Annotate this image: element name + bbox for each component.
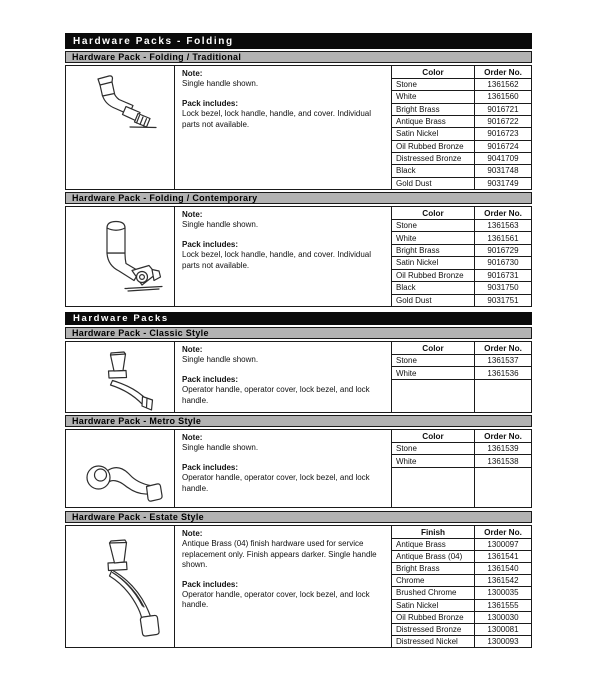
order-number: 1361555 [487, 600, 519, 610]
note-label: Note: [182, 210, 203, 219]
finish-name: White [392, 232, 475, 243]
order-column-header: Order No. [484, 208, 522, 218]
section-estate-style [65, 525, 532, 648]
note-cell [175, 430, 391, 507]
spec-row [392, 443, 531, 455]
order-number: 9031749 [487, 178, 519, 188]
finish-name: Oil Rubbed Bronze [392, 612, 475, 623]
spec-table-body [392, 539, 531, 647]
order-number: 1361562 [487, 80, 519, 90]
section-metro-style [65, 429, 532, 508]
note-label: Note: [182, 345, 203, 354]
section-title: Hardware Pack - Metro Style [72, 416, 202, 426]
order-number: 1361541 [487, 552, 519, 562]
note-cell [175, 66, 391, 189]
note-label: Note: [182, 69, 203, 78]
order-number: 9031748 [487, 166, 519, 176]
spec-row [392, 178, 531, 189]
product-image-cell [66, 66, 175, 189]
order-number: 1361539 [487, 444, 519, 454]
contemporary-folding-handle-icon [66, 207, 175, 306]
note-label: Note: [182, 529, 203, 538]
spec-row [392, 563, 531, 575]
pack-includes-label: Pack includes: [182, 374, 239, 384]
finish-name: Bright Brass [392, 563, 475, 574]
section-header-folding-contemporary [65, 192, 532, 204]
order-number: 1300035 [487, 588, 519, 598]
pack-includes-text: Operator handle, operator cover, lock bezel, and lock handle. [182, 473, 370, 493]
order-number: 1361537 [487, 356, 519, 366]
traditional-folding-handle-icon [66, 66, 175, 189]
order-number: 9016731 [487, 270, 519, 280]
note-cell [175, 342, 391, 412]
pack-includes-label: Pack includes: [182, 579, 239, 589]
finish-name: Distressed Bronze [392, 624, 475, 635]
pack-includes-label: Pack includes: [182, 239, 239, 249]
spec-table-filler [392, 380, 531, 412]
spec-row [392, 624, 531, 636]
spec-table [391, 430, 531, 507]
finish-name: Chrome [392, 575, 475, 586]
finish-name: Satin Nickel [392, 600, 475, 611]
order-number: 9016724 [487, 141, 519, 151]
finish-name: Black [392, 165, 475, 176]
spec-row [392, 270, 531, 282]
finish-name: Stone [392, 355, 475, 366]
section-title: Hardware Pack - Folding / Contemporary [72, 193, 258, 203]
spec-table-header [392, 342, 531, 355]
spec-table [391, 526, 531, 647]
spec-row [392, 104, 531, 116]
spec-row [392, 79, 531, 91]
section-header-classic [65, 327, 532, 339]
finish-name: Antique Brass (04) [392, 551, 475, 562]
spec-table-header [392, 66, 531, 79]
color-column-header: Color [392, 430, 475, 442]
spec-row [392, 220, 531, 232]
spec-table [391, 66, 531, 189]
finish-name: White [392, 455, 475, 466]
spec-table-header [392, 207, 531, 220]
spec-table-body [392, 443, 531, 468]
order-number: 1300081 [487, 624, 519, 634]
order-number: 1361563 [487, 221, 519, 231]
spec-row [392, 232, 531, 244]
group-header-hardware-packs [65, 312, 532, 325]
pack-includes-text: Operator handle, operator cover, lock bezel, and lock handle. [182, 589, 370, 610]
color-column-header: Color [392, 207, 475, 219]
order-number: 1361540 [487, 564, 519, 574]
spec-row [392, 153, 531, 165]
group-header-label: Hardware Packs [73, 313, 169, 324]
spec-table [391, 207, 531, 306]
finish-name: Distressed Nickel [392, 636, 475, 647]
order-number: 9016729 [487, 246, 519, 256]
finish-name: Satin Nickel [392, 257, 475, 268]
spec-table-header [392, 526, 531, 539]
spec-row [392, 141, 531, 153]
section-header-metro [65, 415, 532, 427]
spec-table-header [392, 430, 531, 443]
pack-includes-text: Lock bezel, lock handle, handle, and cover. Individual parts not available. [182, 109, 372, 129]
order-number: 9041709 [487, 154, 519, 164]
spec-table-filler [392, 468, 531, 507]
estate-handle-icon [66, 526, 175, 647]
order-column-header: Order No. [484, 343, 522, 353]
spec-row [392, 636, 531, 647]
spec-row [392, 128, 531, 140]
finish-name: Black [392, 282, 475, 293]
spec-row [392, 257, 531, 269]
order-number: 9031751 [487, 295, 519, 305]
note-text: Single handle shown. [182, 443, 259, 453]
product-image-cell [66, 430, 175, 507]
finish-column-header: Finish [392, 526, 475, 538]
group-header-label: Hardware Packs - Folding [73, 35, 234, 47]
order-column-header: Order No. [484, 431, 522, 441]
order-number: 1361542 [487, 576, 519, 586]
order-number: 1361538 [487, 456, 519, 466]
finish-name: Stone [392, 443, 475, 454]
note-text: Single handle shown. [182, 220, 259, 230]
spec-table-body [392, 355, 531, 380]
note-label: Note: [182, 433, 203, 442]
section-title: Hardware Pack - Estate Style [72, 512, 204, 522]
order-number: 1361560 [487, 92, 519, 102]
finish-name: Stone [392, 220, 475, 231]
section-folding-contemporary [65, 206, 532, 307]
note-text: Single handle shown. [182, 355, 259, 365]
spec-row [392, 455, 531, 467]
spec-row [392, 116, 531, 128]
spec-row [392, 539, 531, 551]
order-number: 9016730 [487, 258, 519, 268]
note-cell [175, 526, 391, 647]
order-number: 1300093 [487, 636, 519, 646]
finish-name: Bright Brass [392, 104, 475, 115]
section-classic-style [65, 341, 532, 413]
spec-row [392, 551, 531, 563]
note-text: Antique Brass (04) finish hardware used for service replacement only. Finish appears darker. Single handle shown. [182, 539, 377, 570]
order-number: 9016722 [487, 117, 519, 127]
spec-table [391, 342, 531, 412]
finish-name: Oil Rubbed Bronze [392, 141, 475, 152]
section-folding-traditional [65, 65, 532, 190]
order-number: 9016721 [487, 104, 519, 114]
finish-name: Stone [392, 79, 475, 90]
finish-name: Antique Brass [392, 539, 475, 550]
color-column-header: Color [392, 342, 475, 354]
spec-row [392, 575, 531, 587]
finish-name: Gold Dust [392, 178, 475, 189]
section-header-estate [65, 511, 532, 523]
finish-name: Gold Dust [392, 295, 475, 306]
pack-includes-label: Pack includes: [182, 98, 239, 108]
color-column-header: Color [392, 66, 475, 78]
finish-name: Oil Rubbed Bronze [392, 270, 475, 281]
note-text: Single handle shown. [182, 79, 259, 89]
catalog-content [65, 33, 532, 650]
order-number: 1300030 [487, 612, 519, 622]
order-number: 1361561 [487, 233, 519, 243]
classic-handle-icon [66, 342, 175, 412]
section-title: Hardware Pack - Folding / Traditional [72, 52, 242, 62]
order-number: 1300097 [487, 540, 519, 550]
spec-row [392, 600, 531, 612]
finish-name: Brushed Chrome [392, 587, 475, 598]
spec-row [392, 612, 531, 624]
spec-table-body [392, 79, 531, 189]
order-number: 9031750 [487, 283, 519, 293]
spec-row [392, 587, 531, 599]
finish-name: Distressed Bronze [392, 153, 475, 164]
spec-row [392, 295, 531, 306]
finish-name: Antique Brass [392, 116, 475, 127]
product-image-cell [66, 342, 175, 412]
group-header-folding [65, 33, 532, 49]
metro-handle-icon [66, 430, 175, 507]
spec-row [392, 282, 531, 294]
order-column-header: Order No. [484, 67, 522, 77]
pack-includes-text: Operator handle, operator cover, lock bezel, and lock handle. [182, 385, 370, 405]
spec-row [392, 245, 531, 257]
section-title: Hardware Pack - Classic Style [72, 328, 209, 338]
order-number: 9016723 [487, 129, 519, 139]
finish-name: Bright Brass [392, 245, 475, 256]
spec-row [392, 367, 531, 379]
note-cell [175, 207, 391, 306]
product-image-cell [66, 207, 175, 306]
spec-row [392, 355, 531, 367]
pack-includes-label: Pack includes: [182, 462, 239, 472]
spec-row [392, 165, 531, 177]
finish-name: White [392, 91, 475, 102]
spec-row [392, 91, 531, 103]
order-number: 1361536 [487, 368, 519, 378]
spec-table-body [392, 220, 531, 306]
finish-name: Satin Nickel [392, 128, 475, 139]
finish-name: White [392, 367, 475, 378]
section-header-folding-traditional [65, 51, 532, 63]
pack-includes-text: Lock bezel, lock handle, handle, and cover. Individual parts not available. [182, 250, 372, 270]
order-column-header: Order No. [484, 527, 522, 537]
product-image-cell [66, 526, 175, 647]
